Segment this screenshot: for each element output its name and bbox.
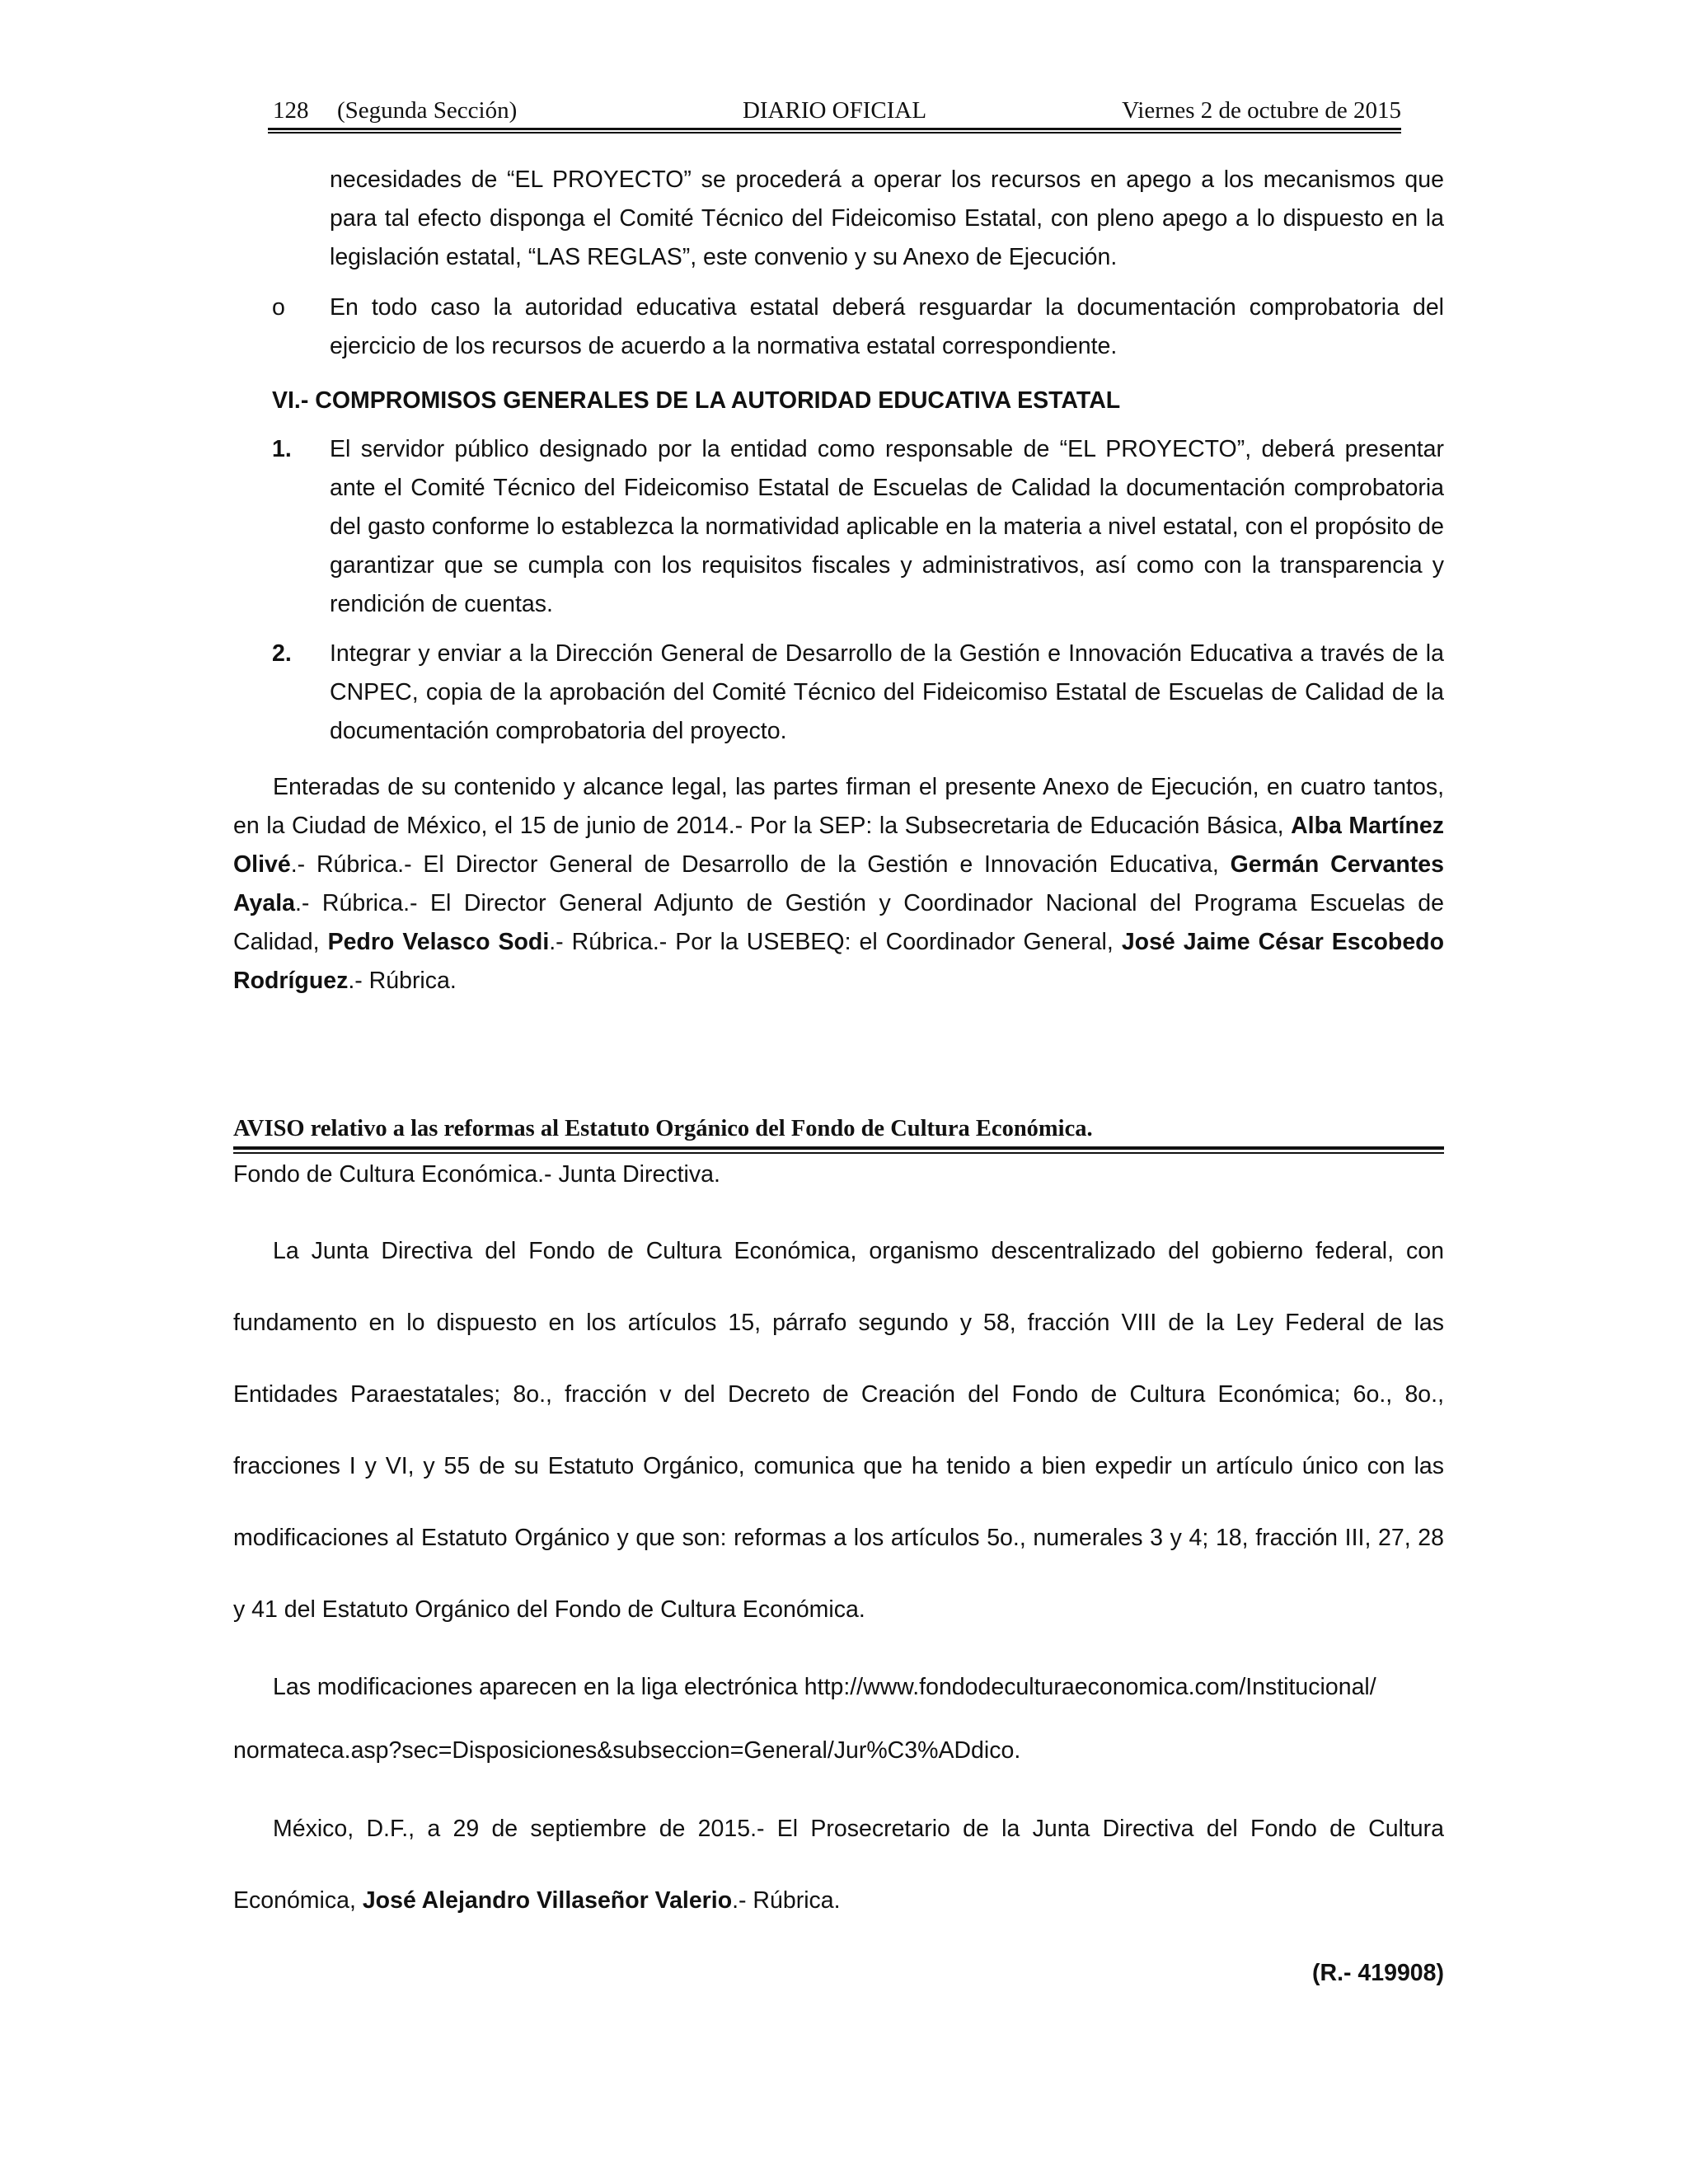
aviso-rule-top xyxy=(233,1146,1444,1150)
aviso-signature-paragraph: México, D.F., a 29 de septiembre de 2015.- El Prosecretario de la Junta Directiva del Fondo de Cultura Económica, José Alejandro Villaseñor Valerio.- Rúbrica. xyxy=(233,1816,1444,1914)
bullet-marker: o xyxy=(272,294,285,321)
signatory-name: José Jaime César Escobedo Rodríguez xyxy=(233,929,1444,994)
item-number-2: 2. xyxy=(272,640,292,667)
signatory-name: Alba Martínez Olivé xyxy=(233,813,1444,878)
aviso-paragraph-1: La Junta Directiva del Fondo de Cultura Económica, organismo descentralizado del gobierno federal, con fundamento en lo dispuesto en los artículos 15, párrafo segundo y 58, fracción VIII de la Ley Federal de las Entidades Paraestatales; 8o., fracción v del Decreto de Creación del Fondo de Cultura Económica; 6o., 8o., fracciones I y VI, y 55 de su Estatuto Orgánico, comunica que ha tenido a bien expedir un artículo único con las modificaciones al Estatuto Orgánico y que son: reformas a los artículos 5o., numerales 3 y 4; 18, fracción III, 27, 28 y 41 del Estatuto Orgánico del Fondo de Cultura Económica. xyxy=(233,1238,1444,1623)
list-item-1: El servidor público designado por la entidad como responsable de “EL PROYECTO”, deberá presentar ante el Comité Técnico del Fideicomiso Estatal de Escuelas de Calidad la documentación comprobatoria del gasto conforme lo establezca la normatividad aplicable en la materia a nivel estatal, con el propósito de garantizar que se cumpla con los requisitos fiscales y administrativos, así como con la transparencia y rendición de cuentas. xyxy=(330,436,1444,617)
aviso-signatory-name: José Alejandro Villaseñor Valerio xyxy=(362,1887,733,1914)
aviso-title: AVISO relativo a las reformas al Estatuto Orgánico del Fondo de Cultura Económica. xyxy=(233,1116,1093,1141)
issue-date: Viernes 2 de octubre de 2015 xyxy=(1122,97,1401,124)
signatory-name: Pedro Velasco Sodi xyxy=(327,929,550,955)
aviso-rule-bottom xyxy=(233,1152,1444,1154)
publication-reference: (R.- 419908) xyxy=(1312,1960,1444,1986)
header-rule-bottom xyxy=(268,132,1401,134)
section-label: (Segunda Sección) xyxy=(337,97,518,124)
page-header xyxy=(268,92,1401,129)
header-rule-top xyxy=(268,128,1401,130)
item-number-1: 1. xyxy=(272,436,292,462)
aviso-link-continuation: normateca.asp?sec=Disposiciones&subseccion=General/Jur%C3%ADdico. xyxy=(233,1737,1021,1764)
bullet-paragraph: En todo caso la autoridad educativa estatal deberá resguardar la documentación comprobatoria del ejercicio de los recursos de acuerdo a la normativa estatal correspondiente. xyxy=(330,294,1444,359)
publication-title: DIARIO OFICIAL xyxy=(742,97,927,124)
signatory-name: Germán Cervantes Ayala xyxy=(233,851,1444,916)
continuation-paragraph: necesidades de “EL PROYECTO” se procederá a operar los recursos en apego a los mecanismos que para tal efecto disponga el Comité Técnico del Fideicomiso Estatal, con pleno apego a lo dispuesto en la legislación estatal, “LAS REGLAS”, este convenio y su Anexo de Ejecución. xyxy=(330,166,1444,270)
aviso-paragraph-2: Las modificaciones aparecen en la liga electrónica http://www.fondodeculturaeconomica.com/Institucional/ xyxy=(273,1674,1376,1700)
section-heading: VI.- COMPROMISOS GENERALES DE LA AUTORIDAD EDUCATIVA ESTATAL xyxy=(272,387,1121,414)
aviso-issuer: Fondo de Cultura Económica.- Junta Directiva. xyxy=(233,1161,720,1188)
list-item-2: Integrar y enviar a la Dirección General de Desarrollo de la Gestión e Innovación Educativa a través de la CNPEC, copia de la aprobación del Comité Técnico del Fideicomiso Estatal de Escuelas de Calidad de la documentación comprobatoria del proyecto. xyxy=(330,640,1444,744)
page-number: 128 xyxy=(273,97,309,124)
closing-paragraph: Enteradas de su contenido y alcance legal, las partes firman el presente Anexo de Ejecución, en cuatro tantos, en la Ciudad de México, el 15 de junio de 2014.- Por la SEP: la Subsecretaria de Educación Básica, Alba Martínez Olivé.- Rúbrica.- El Director General de Desarrollo de la Gestión e Innovación Educativa, Germán Cervantes Ayala.- Rúbrica.- El Director General Adjunto de Gestión y Coordinador Nacional del Programa Escuelas de Calidad, Pedro Velasco Sodi.- Rúbrica.- Por la USEBEQ: el Coordinador General, José Jaime César Escobedo Rodríguez.- Rúbrica. xyxy=(233,774,1444,994)
